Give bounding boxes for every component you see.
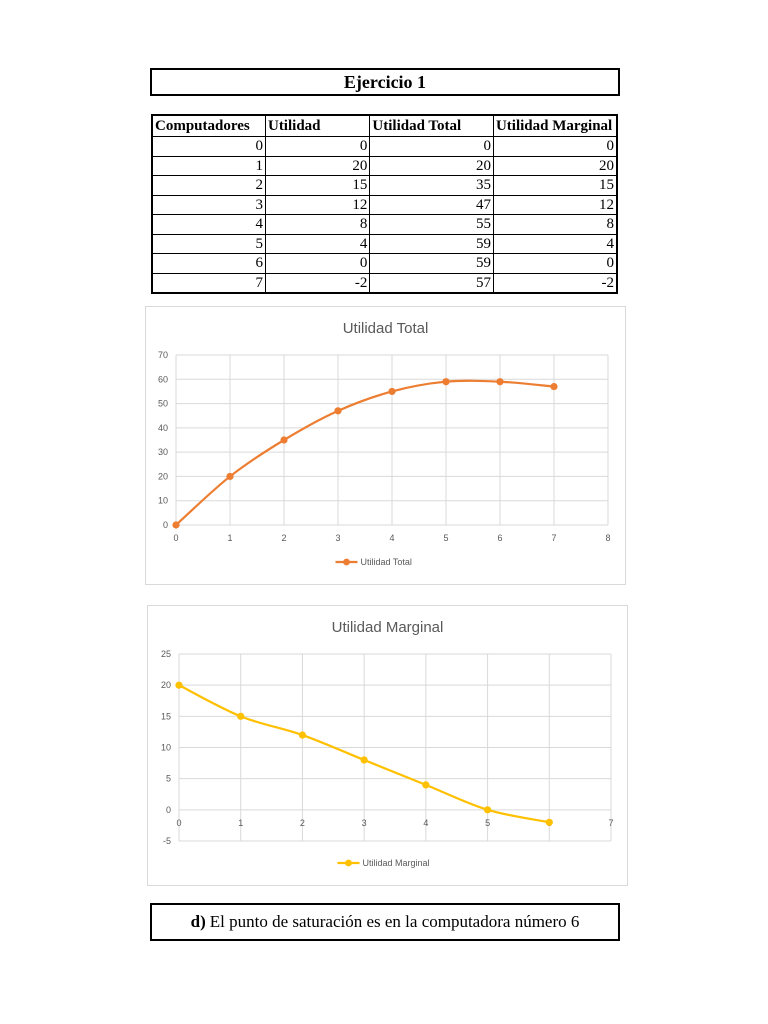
table-cell: -2 bbox=[265, 273, 369, 293]
table-cell: 59 bbox=[370, 234, 494, 254]
table-row bbox=[152, 273, 617, 293]
table-cell: 3 bbox=[152, 195, 265, 215]
y-tick-label: 40 bbox=[157, 422, 168, 433]
table-cell: 5 bbox=[152, 234, 265, 254]
x-tick-label: 5 bbox=[443, 533, 449, 543]
x-tick-label: 0 bbox=[173, 533, 179, 543]
data-point bbox=[546, 819, 553, 826]
data-point bbox=[280, 436, 287, 443]
chart-title: Utilidad Total bbox=[342, 320, 429, 337]
table-cell: 0 bbox=[493, 254, 617, 274]
exercise-title: Ejercicio 1 bbox=[150, 68, 620, 96]
table-cell: 15 bbox=[265, 176, 369, 196]
table-row bbox=[152, 156, 617, 176]
y-tick-label: 50 bbox=[157, 398, 168, 409]
table-row bbox=[152, 234, 617, 254]
utilidad-marginal-chart-svg bbox=[148, 606, 627, 885]
table-cell: 8 bbox=[493, 215, 617, 235]
utility-table bbox=[151, 114, 618, 294]
table-cell: 12 bbox=[493, 195, 617, 215]
table-cell: 0 bbox=[493, 137, 617, 157]
y-tick-label: 70 bbox=[157, 350, 168, 360]
y-tick-label: 25 bbox=[160, 649, 171, 659]
y-tick-label: 60 bbox=[157, 374, 168, 385]
table-cell: 15 bbox=[493, 176, 617, 196]
data-point bbox=[442, 378, 449, 385]
data-point bbox=[388, 388, 395, 395]
table-cell: 0 bbox=[370, 137, 494, 157]
table-cell: 6 bbox=[152, 254, 265, 274]
x-tick-label: 0 bbox=[176, 817, 182, 828]
table-cell: 0 bbox=[152, 137, 265, 157]
table-header-row bbox=[152, 115, 617, 137]
y-tick-label: 0 bbox=[162, 520, 168, 530]
y-tick-label: 0 bbox=[165, 804, 171, 815]
y-tick-label: 15 bbox=[160, 711, 171, 722]
header-computadores: Computadores bbox=[152, 115, 265, 137]
header-utilidad: Utilidad bbox=[265, 115, 369, 137]
table-cell: 20 bbox=[265, 156, 369, 176]
header-utilidad-total: Utilidad Total bbox=[370, 115, 494, 137]
x-tick-label: 1 bbox=[227, 533, 233, 543]
legend-marker bbox=[345, 860, 352, 867]
table-cell: 59 bbox=[370, 254, 494, 274]
table-cell: -2 bbox=[493, 273, 617, 293]
data-point bbox=[299, 731, 306, 738]
table-cell: 0 bbox=[265, 137, 369, 157]
x-tick-label: 2 bbox=[281, 533, 287, 543]
table-row bbox=[152, 137, 617, 157]
header-utilidad-marginal: Utilidad Marginal bbox=[493, 115, 617, 137]
table-row bbox=[152, 254, 617, 274]
answer-text: El punto de saturación es en la computadora número 6 bbox=[209, 912, 580, 931]
data-point bbox=[237, 713, 244, 720]
x-tick-label: 4 bbox=[423, 817, 429, 828]
table-cell: 7 bbox=[152, 273, 265, 293]
table-cell: 1 bbox=[152, 156, 265, 176]
table-row bbox=[152, 195, 617, 215]
x-tick-label: 3 bbox=[361, 817, 367, 828]
legend-label: Utilidad Marginal bbox=[362, 858, 430, 868]
x-tick-label: 4 bbox=[389, 533, 395, 543]
data-point bbox=[226, 473, 233, 480]
y-tick-label: 20 bbox=[157, 471, 168, 482]
table-row bbox=[152, 215, 617, 235]
x-tick-label: 5 bbox=[485, 817, 491, 828]
data-point bbox=[334, 407, 341, 414]
table-cell: 0 bbox=[265, 254, 369, 274]
y-tick-label: -5 bbox=[162, 836, 171, 846]
table-cell: 57 bbox=[370, 273, 494, 293]
table-cell: 2 bbox=[152, 176, 265, 196]
x-tick-label: 7 bbox=[608, 817, 614, 828]
table-cell: 4 bbox=[152, 215, 265, 235]
legend-marker bbox=[343, 559, 350, 566]
y-tick-label: 20 bbox=[160, 680, 171, 691]
data-point bbox=[484, 806, 491, 813]
data-point bbox=[550, 383, 557, 390]
legend-label: Utilidad Total bbox=[360, 557, 412, 567]
answer-box bbox=[150, 903, 620, 941]
legend bbox=[338, 858, 430, 868]
data-point bbox=[422, 781, 429, 788]
legend bbox=[336, 557, 412, 567]
table-cell: 35 bbox=[370, 176, 494, 196]
y-tick-label: 10 bbox=[157, 495, 168, 506]
y-tick-label: 10 bbox=[160, 742, 171, 753]
data-point bbox=[175, 682, 182, 689]
data-point bbox=[172, 521, 179, 528]
table-cell: 20 bbox=[370, 156, 494, 176]
table-cell: 20 bbox=[493, 156, 617, 176]
table-cell: 4 bbox=[265, 234, 369, 254]
x-tick-label: 6 bbox=[497, 533, 503, 543]
utilidad-total-chart bbox=[145, 306, 626, 585]
x-tick-label: 3 bbox=[335, 533, 341, 543]
x-tick-label: 7 bbox=[551, 533, 557, 543]
series-line bbox=[176, 381, 554, 525]
x-tick-label: 8 bbox=[605, 533, 611, 543]
table-cell: 4 bbox=[493, 234, 617, 254]
table-cell: 12 bbox=[265, 195, 369, 215]
answer-label: d) bbox=[190, 912, 206, 931]
x-tick-label: 1 bbox=[238, 817, 244, 828]
utilidad-marginal-chart bbox=[147, 605, 628, 886]
data-point bbox=[496, 378, 503, 385]
table-row bbox=[152, 176, 617, 196]
utilidad-total-chart-svg bbox=[146, 307, 625, 584]
table-cell: 55 bbox=[370, 215, 494, 235]
data-point bbox=[361, 756, 368, 763]
table-cell: 47 bbox=[370, 195, 494, 215]
table-cell: 8 bbox=[265, 215, 369, 235]
y-tick-label: 30 bbox=[157, 447, 168, 458]
x-tick-label: 2 bbox=[299, 817, 305, 828]
y-tick-label: 5 bbox=[165, 773, 171, 784]
chart-title: Utilidad Marginal bbox=[331, 619, 444, 636]
